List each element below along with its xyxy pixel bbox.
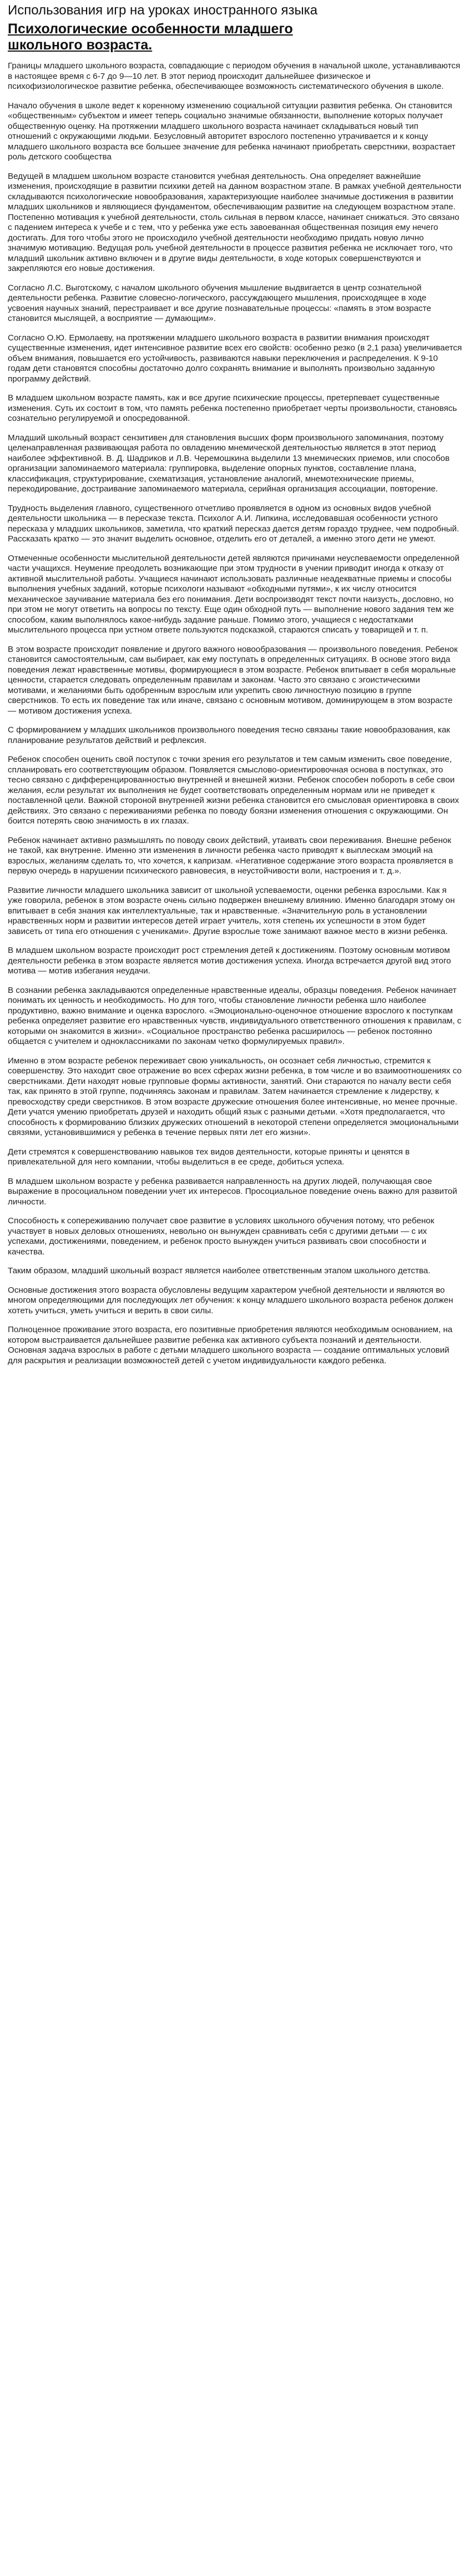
article-paragraph: В младшем школьном возрасте происходит рост стремления детей к достижениям. Поэтому основным мотивом деятельности ребенка в этом возрасте является мотив достижения успеха. Иногда встречается другой вид этого мотива — мотив избегания неудачи. [8, 946, 451, 976]
article-paragraph: Дети стремятся к совершенствованию навыков тех видов деятельности, которые приняты и ценятся в привлекательной для него компании, чтобы выделиться в ее среде, добиться успеха. [8, 1147, 410, 1167]
article-paragraph: Согласно Л.С. Выготскому, с началом школьного обучения мышление выдвигается в центр сознательной деятельности ребенка. Развитие словесно-логического, рассуждающего мышления, происходящее в ходе усвоения научных знаний, перестраивает и все другие познавательные процессы: «память в этом возрасте становится мыслящей, а восприятие — думающим». [8, 283, 431, 323]
article-paragraph: В младшем школьном возрасте память, как и все другие психические процессы, претерпевает существенные изменения. Суть их состоит в том, что память ребенка постепенно приобретает черты произвольности, становясь сознательно регулируемой и опосредованной. [8, 393, 457, 423]
article-paragraph: В младшем школьном возрасте у ребенка развивается направленность на других людей, получающая свое выражение в просоциальном поведении учет их интересов. Просоциальное поведение очень важно для развитой личности. [8, 1176, 457, 1207]
site-title: Использования игр на уроках иностранного языка [8, 3, 318, 18]
article-paragraph: Ребенок начинает активно размышлять по поводу своих действий, утаивать свои переживания. Внешне ребенок не такой, как внутренне. Именно эти изменения в личности ребенка часто приводят к выплескам эмоций на взрослых, желаниям сделать то, что хочется, к капризам. «Негативное содержание этого возраста проявляется в первую очередь в нарушении психического равновесия, в неустойчивости воли, настроения и т. д.». [8, 835, 453, 876]
article-paragraph: Трудность выделения главного, существенного отчетливо проявляется в одном из основных видов учебной деятельности школьника — в пересказе текста. Психолог А.И. Липкина, исследовавшая особенности устного пересказа у младших школьников, заметила, что краткий пересказ дается детям гораздо труднее, чем подробный. Рассказать кратко — это значит выделить основное, отделить его от деталей, а именно этого дети не умеют. [8, 503, 459, 544]
article-paragraph: Ребенок способен оценить свой поступок с точки зрения его результатов и тем самым изменить свое поведение, спланировать его соответствующим образом. Появляется смыслово-ориентировочная основа в поступках, это тесно связано с дифференцированностью внутренней и внешней жизни. Ребенок способен побороть в себе свои желания, если результат их выполнения не будет соответствовать определенным нормам или не приведет к поставленной цели. Важной стороной внутренней жизни ребенка становится его смысловая ориентировка в своих действиях. Это связано с переживаниями ребенка по поводу боязни изменения отношения с окружающими. Он боится потерять свою значимость в их глазах. [8, 755, 459, 826]
article-paragraph: С формированием у младших школьников произвольного поведения тесно связаны такие новообразования, как планирование результатов действий и рефлексия. [8, 725, 451, 745]
article-paragraph: Основные достижения этого возраста обусловлены ведущим характером учебной деятельности и являются во многом определяющими для последующих лет обучения: к концу младшего школьного возраста ребенок должен хотеть учиться, уметь учиться и верить в свои силы. [8, 1285, 453, 1315]
article-paragraph: Ведущей в младшем школьном возрасте становится учебная деятельность. Она определяет важнейшие изменения, происходящие в развитии психики детей на данном возрастном этапе. В рамках учебной деятельности складываются психологические новообразования, характеризующие наиболее значимые достижения в развитии младших школьников и являющиеся фундаментом, обеспечивающим развитие на следующем возрастном этапе. Постепенно мотивация к учебной деятельности, столь сильная в первом классе, начинает снижаться. Это связано с падением интереса к учебе и с тем, что у ребенка уже есть завоеванная общественная позиция ему нечего достигать. Для того чтобы этого не происходило учебной деятельности необходимо придать новую лично значимую мотивацию. Ведущая роль учебной деятельности в процессе развития ребенка не исключает того, что младший школьник активно включен и в другие виды деятельности, в ходе которых совершенствуются и закрепляются его новые достижения. [8, 171, 462, 273]
article-paragraph: Развитие личности младшего школьника зависит от школьной успеваемости, оценки ребенка взрослыми. Как я уже говорила, ребенок в этом возрасте очень сильно подвержен внешнему влиянию. Именно благодаря этому он впитывает в себя знания как интеллектуальные, так и нравственные. «Значительную роль в установлении нравственных норм и развитии интересов детей играет учитель, хотя степень их успешности в этом будет зависеть от типа его отношения с учениками». Другие взрослые тоже занимают важное место в жизни ребенка. [8, 885, 455, 936]
article-paragraph: Младший школьный возраст сензитивен для становления высших форм произвольного запоминания, поэтому целенаправленная развивающая работа по овладению мнемической деятельностью является в этот период наиболее эффективной. В. Д. Шадриков и Л.В. Черемошкина выделили 13 мнемических приемов, или способов организации запоминаемого материала: группировка, выделение опорных пунктов, составление плана, классификация, структурирование, схематизация, установление аналогий, мнемотехнические приемы, перекодирование, достраивание запоминаемого материала, серийная организация ассоциации, повторение. [8, 433, 450, 494]
article-paragraph: Полноценное проживание этого возраста, его позитивные приобретения являются необходимым основанием, на котором выстраивается дальнейшее развитие ребенка как активного субъекта познаний и деятельности. Основная задача взрослых в работе с детьми младшего школьного возраста — создание оптимальных условий для раскрытия и реализации возможностей детей с учетом индивидуальности каждого ребенка. [8, 1325, 453, 1365]
article-paragraph: Отмеченные особенности мыслительной деятельности детей являются причинами неуспеваемости определенной части учащихся. Неумение преодолеть возникающие при этом трудности в учении приводит иногда к отказу от активной мыслительной работы. Учащиеся начинают использовать различные неадекватные приемы и способы выполнения учебных заданий, которые психологи называют «обходными путями», к их числу относится механическое заучивание материала без его понимания. Дети воспроизводят текст почти наизусть, дословно, но при этом не могут ответить на вопросы по тексту. Еще один обходной путь — выполнение нового задания тем же способом, каким выполнялось какое-нибудь задание раньше. Помимо этого, учащиеся с недостатками мыслительного процесса при устном ответе пользуются подсказкой, стараются списать у товарищей и т. п. [8, 553, 459, 635]
article-paragraph: Таким образом, младший школьный возраст является наиболее ответственным этапом школьного детства. [8, 1266, 431, 1276]
article-paragraph: В этом возрасте происходит появление и другого важного новообразования — произвольного поведения. Ребенок становится самостоятельным, сам выбирает, как ему поступать в определенных ситуациях. В основе этого вида поведения лежат нравственные мотивы, формирующиеся в этом возрасте. Ребенок впитывает в себя моральные ценности, старается следовать определенным правилам и законам. Часто это связано с эгоистическими мотивами, и желаниями быть одобренным взрослым или укрепить свою личностную позицию в группе сверстников. То есть их поведение так или иначе, связано с основным мотивом, доминирующем в этом возрасте — мотивом достижения успеха. [8, 644, 458, 716]
article-body [8, 61, 462, 1366]
article-paragraph: Способность к сопереживанию получает свое развитие в условиях школьного обучения потому, что ребенок участвует в новых деловых отношениях, невольно он вынужден сравнивать себя с другими детьми — с их успехами, достижениями, поведением, и ребенок просто вынужден учиться развивать свои способности и качества. [8, 1216, 434, 1257]
article-paragraph: Именно в этом возрасте ребенок переживает свою уникальность, он осознает себя личностью, стремится к совершенству. Это находит свое отражение во всех сферах жизни ребенка, в том числе и во взаимоотношениях со сверстниками. Дети находят новые групповые формы активности, занятий. Они стараются по началу вести себя так, как принято в этой группе, подчиняясь законам и правилам. Затем начинается стремление к лидерству, к превосходству среди сверстников. В этом возрасте дружеские отношения более интенсивные, но менее прочные. Дети учатся умению приобретать друзей и находить общий язык с разными детьми. «Хотя предполагается, что способность к формированию близких дружеских отношений в некоторой степени определяется эмоциональными связями, установившимися у ребенка в течение первых пяти лет его жизни». [8, 1056, 462, 1137]
article-paragraph: В сознании ребенка закладываются определенные нравственные идеалы, образцы поведения. Ребенок начинает понимать их ценность и необходимость. Но для того, чтобы становление личности ребенка шло наиболее продуктивно, важно внимание и оценка взрослого. «Эмоционально-оценочное отношение взрослого к поступкам ребенка определяет развитие его нравственных чувств, индивидуального ответственного отношения к правилам, с которыми он знакомится в жизни». «Социальное пространство ребенка расширилось — ребенок постоянно общается с учителем и одноклассниками по законам четко формулируемых правил». [8, 985, 462, 1046]
article-paragraph: Согласно О.Ю. Ермолаеву, на протяжении младшего школьного возраста в развитии внимания происходят существенные изменения, идет интенсивное развитие всех его свойств: особенно резко (в 2,1 раза) увеличивается объем внимания, повышается его устойчивость, развиваются навыки переключения и распределения. К 9-10 годам дети становятся способны достаточно долго сохранять внимание и выполнять произвольно заданную программу действий. [8, 333, 462, 384]
article-paragraph: Границы младшего школьного возраста, совпадающие с периодом обучения в начальной школе, устанавливаются в настоящее время с 6-7 до 9—10 лет. В этот период происходит дальнейшее физическое и психофизиологическое развитие ребенка, обеспечивающее возможность систематического обучения в школе. [8, 61, 461, 91]
article-paragraph: Начало обучения в школе ведет к коренному изменению социальной ситуации развития ребенка. Он становится «общественным» субъектом и имеет теперь социально значимые обязанности, выполнение которых получает общественную оценку. На протяжении младшего школьного возраста начинает складываться новый тип отношений с окружающими людьми. Безусловный авторитет взрослого постепенно утрачивается и к концу младшего школьного возраста все большее значение для ребенка начинают приобретать сверстники, возрастает роль детского сообщества [8, 101, 456, 162]
article-title: Психологические особенности младшего школьного возраста. [8, 21, 293, 53]
